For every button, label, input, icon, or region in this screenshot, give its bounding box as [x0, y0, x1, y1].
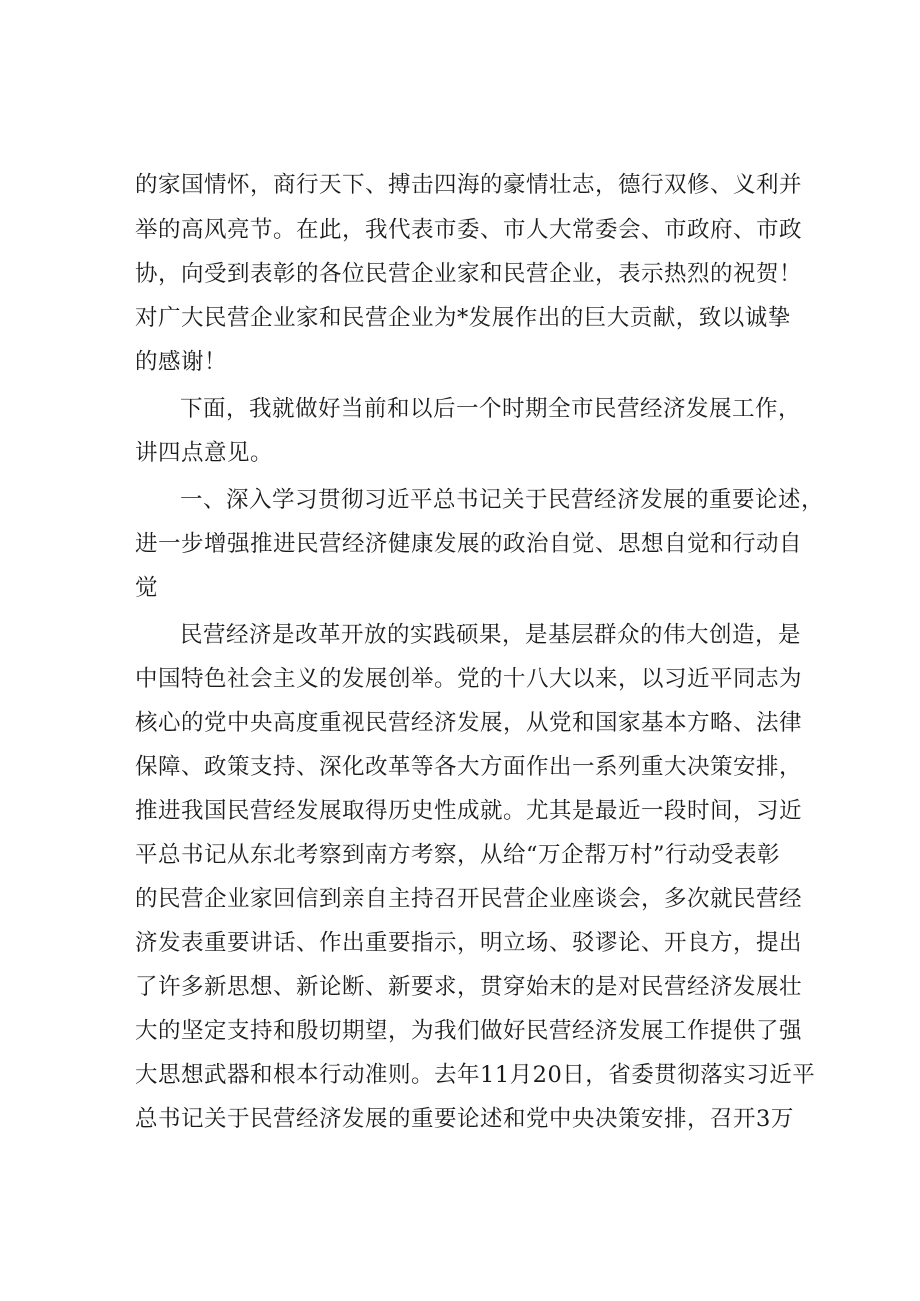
section-heading-line: 觉 [135, 575, 159, 601]
text-line: 的感谢！ [135, 349, 228, 375]
text-line: 济发表重要讲话、作出重要指示，明立场、驳谬论、开良方，提出 [135, 930, 803, 956]
text-line: 总书记关于民营经济发展的重要论述和党中央决策安排，召开3万 [135, 1106, 794, 1132]
section-heading-line: 一、深入学习贯彻习近平总书记关于民营经济发展的重要论述， [180, 487, 825, 513]
text-line: 协，向受到表彰的各位民营企业家和民营企业，表示热烈的祝贺！ [135, 261, 803, 287]
text-line: 中国特色社会主义的发展创举。党的十八大以来，以习近平同志为 [135, 666, 803, 692]
text-line: 的民营企业家回信到亲自主持召开民营企业座谈会，多次就民营经 [135, 886, 803, 912]
text-line: 大的坚定支持和殷切期望，为我们做好民营经济发展工作提供了强 [135, 1018, 803, 1044]
text-line: 平总书记从东北考察到南方考察，从给“万企帮万村”行动受表彰 [135, 842, 781, 868]
text-line: 了许多新思想、新论断、新要求，贯穿始末的是对民营经济发展壮 [135, 974, 803, 1000]
text-line: 举的高风亮节。在此，我代表市委、市人大常委会、市政府、市政 [135, 217, 803, 243]
text-line: 核心的党中央高度重视民营经济发展，从党和国家基本方略、法律 [135, 710, 803, 736]
text-line: 民营经济是改革开放的实践硕果，是基层群众的伟大创造，是 [180, 622, 802, 648]
text-line: 的家国情怀，商行天下、搏击四海的豪情壮志，德行双修、义利并 [135, 172, 803, 198]
text-line: 对广大民营企业家和民营企业为*发展作出的巨大贡献，致以诚挚 [135, 305, 791, 331]
section-heading-line: 进一步增强推进民营经济健康发展的政治自觉、思想自觉和行动自 [135, 531, 803, 557]
text-line: 大思想武器和根本行动准则。去年11月20日，省委贯彻落实习近平 [135, 1062, 816, 1088]
text-line: 讲四点意见。 [135, 440, 274, 466]
text-line: 下面，我就做好当前和以后一个时期全市民营经济发展工作， [180, 396, 802, 422]
text-line: 保障、政策支持、深化改革等各大方面作出一系列重大决策安排， [135, 754, 803, 780]
text-line: 推进我国民营经发展取得历史性成就。尤其是最近一段时间，习近 [135, 798, 803, 824]
